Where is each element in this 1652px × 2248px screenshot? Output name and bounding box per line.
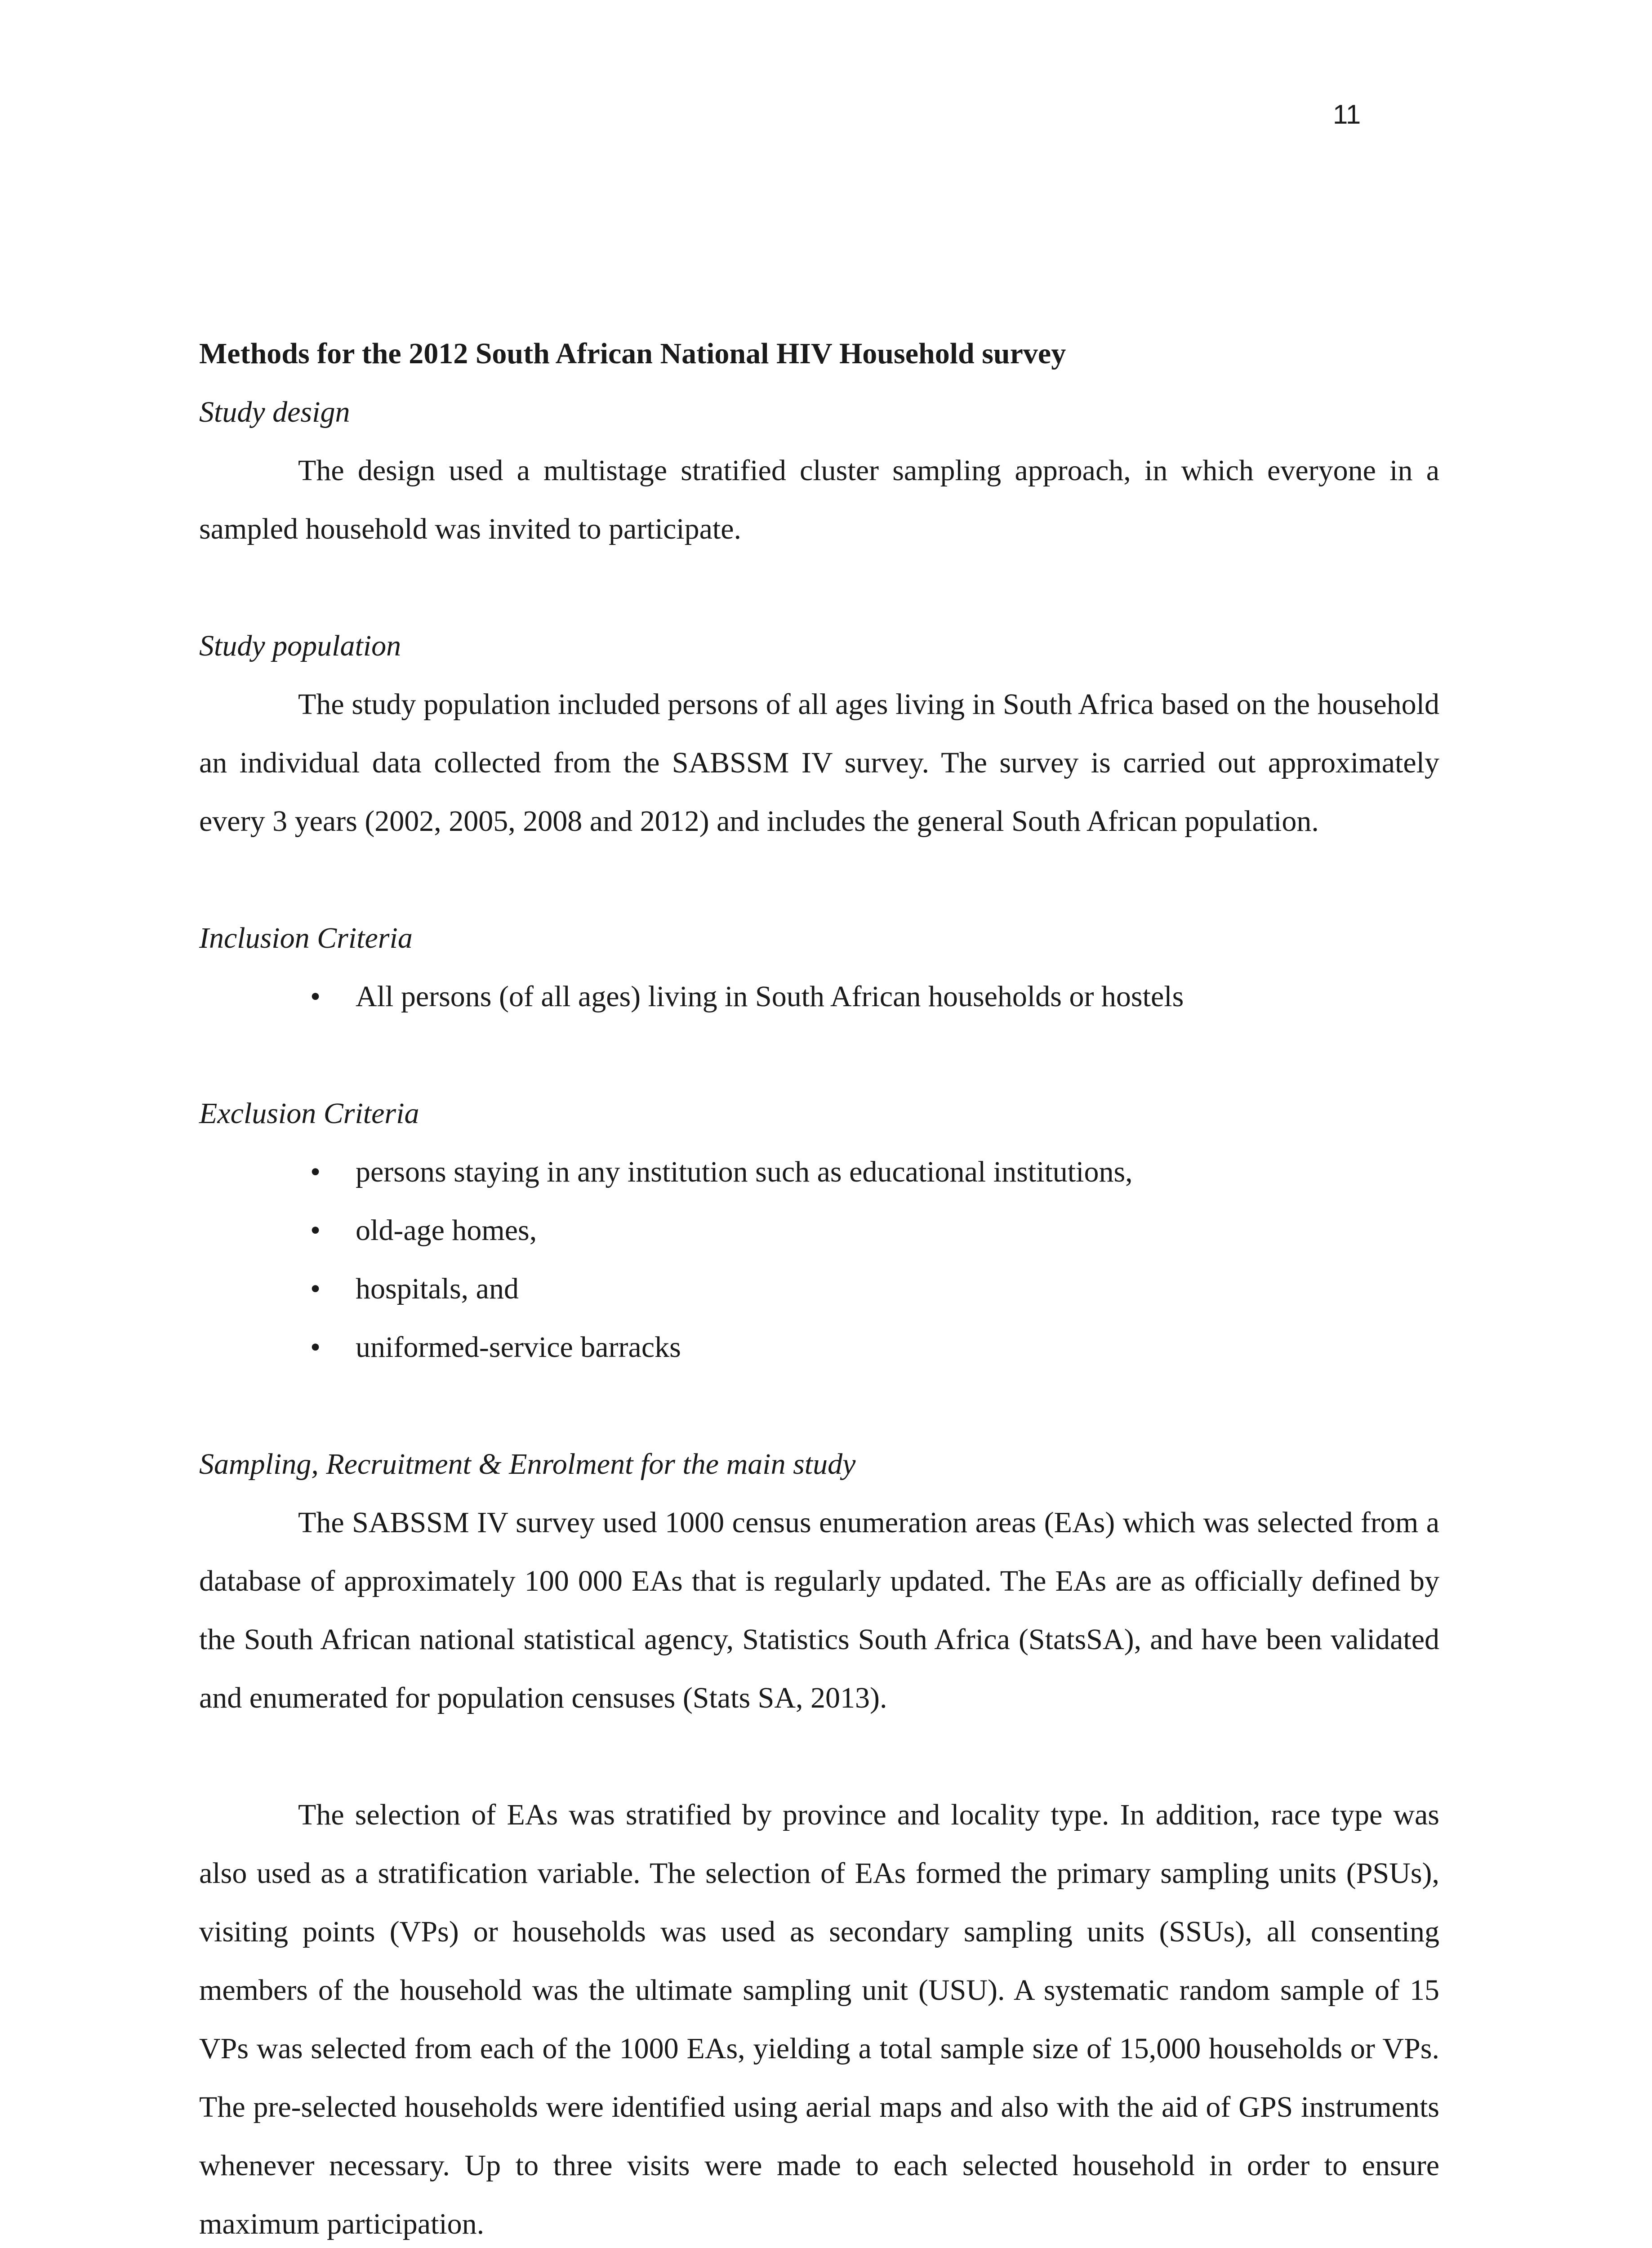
list-item [199, 1143, 1439, 1201]
section-spacer [199, 851, 1439, 909]
list-item [199, 1260, 1439, 1318]
inclusion-criteria-list [199, 968, 1439, 1026]
exclusion-criteria-list [199, 1143, 1439, 1377]
sampling-paragraph-2: The selection of EAs was stratified by province and locality type. In addition, race type was also used as a stratification variable. The selection of EAs formed the primary sampling units (PSUs), visiting points (VPs) or households was used as secondary sampling units (SSUs), all consenting members of the household was the ultimate sampling unit (USU). A systematic random sample of 15 VPs was selected from each of the 1000 EAs, yielding a total sample size of 15,000 households or VPs. The pre-selected households were identified using aerial maps and also with the aid of GPS instruments whenever necessary. Up to three visits were made to each selected household in order to ensure maximum participation. [199, 1798, 1439, 2240]
section-spacer [199, 1377, 1439, 1435]
study-design-heading: Study design [199, 396, 350, 428]
bullet-icon: • [310, 980, 321, 1013]
section-spacer [199, 1727, 1439, 1786]
sampling-paragraph-1: The SABSSM IV survey used 1000 census enumeration areas (EAs) which was selected from a database of approximately 100 000 EAs that is regularly updated. The EAs are as officially defined by the South African national statistical agency, Statistics South Africa (StatsSA), and have been validated and enumerated for population censuses (Stats SA, 2013). [199, 1506, 1439, 1714]
section-spacer [199, 558, 1439, 617]
bullet-icon: • [310, 1331, 321, 1364]
study-population-heading: Study population [199, 629, 401, 662]
document-body [199, 325, 1439, 2248]
list-item-text: hospitals, and [356, 1272, 519, 1305]
bullet-icon: • [310, 1214, 321, 1247]
section-spacer [199, 1026, 1439, 1084]
page-number: 11 [1333, 99, 1361, 129]
list-item-text: old-age homes, [356, 1214, 537, 1247]
list-item [199, 1318, 1439, 1377]
list-item-text: persons staying in any institution such as educational institutions, [356, 1155, 1133, 1188]
list-item [199, 968, 1439, 1026]
sampling-heading: Sampling, Recruitment & Enrolment for the main study [199, 1448, 856, 1481]
page-title: Methods for the 2012 South African National HIV Household survey [199, 337, 1066, 370]
list-item-text: uniformed-service barracks [356, 1331, 681, 1364]
exclusion-criteria-heading: Exclusion Criteria [199, 1097, 419, 1130]
study-design-paragraph: The design used a multistage stratified cluster sampling approach, in which everyone in a sampled household was invited to participate. [199, 454, 1439, 545]
study-population-paragraph: The study population included persons of all ages living in South Africa based on the household an individual data collected from the SABSSM IV survey. The survey is carried out approximately every 3 years (2002, 2005, 2008 and 2012) and includes the general South African population. [199, 688, 1439, 838]
bullet-icon: • [310, 1155, 321, 1188]
list-item-text: All persons (of all ages) living in South African households or hostels [356, 980, 1184, 1013]
inclusion-criteria-heading: Inclusion Criteria [199, 922, 413, 955]
list-item [199, 1201, 1439, 1260]
bullet-icon: • [310, 1272, 321, 1305]
